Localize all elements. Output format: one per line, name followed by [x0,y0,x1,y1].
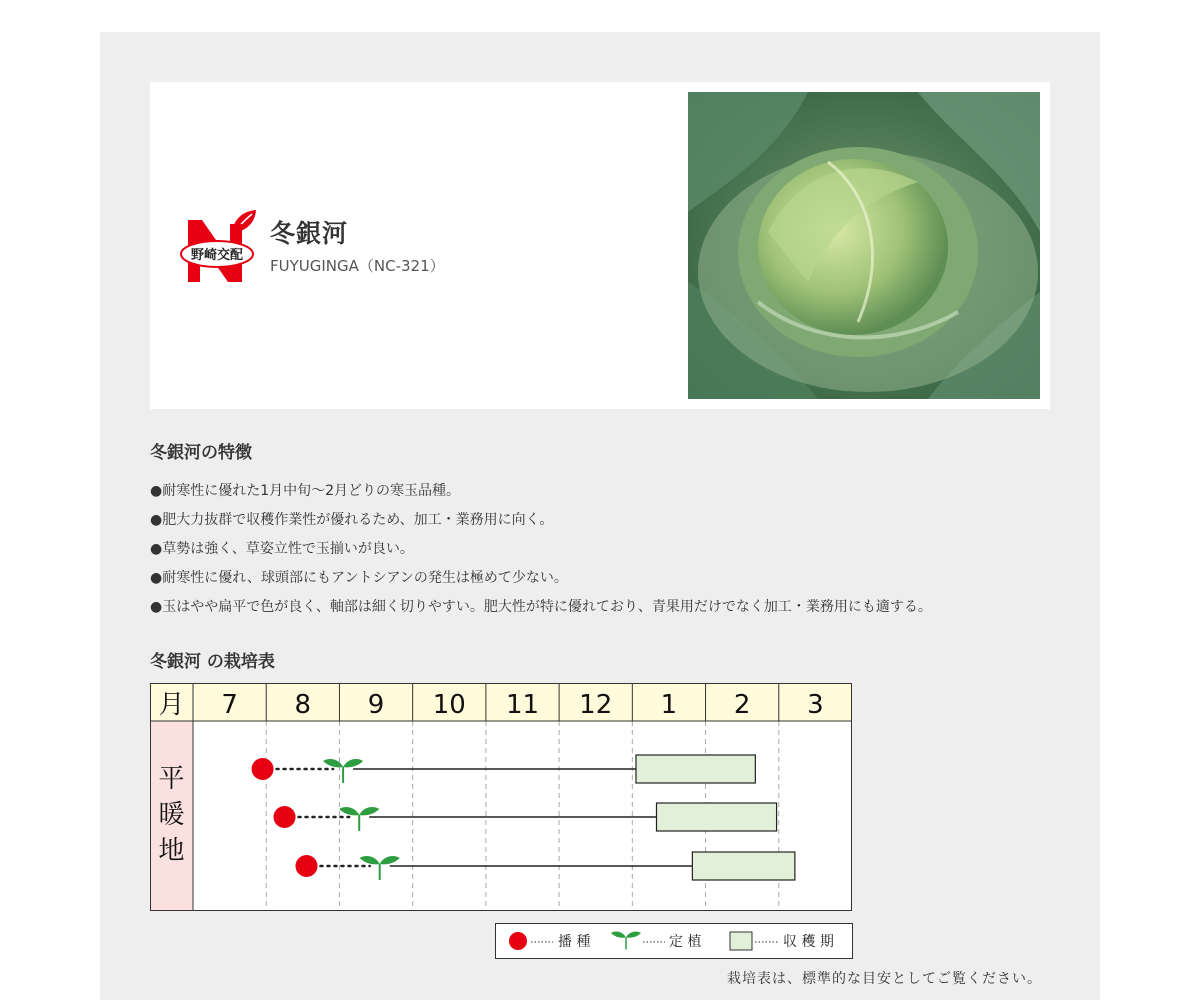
sowing-marker [252,758,274,780]
month-tick-label: 8 [294,690,312,720]
product-subtitle: FUYUGINGA（NC-321） [270,257,445,275]
cultivation-chart [150,683,852,911]
product-title: 冬銀河 [270,219,349,248]
harvest-bar [656,803,776,831]
region-label: 地 [158,836,185,866]
region-label: 暖 [158,800,185,830]
schedule-note: 栽培表は、標準的な目安としてご覧ください。 [727,971,1042,987]
region-label: 平 [158,764,185,794]
legend-planting-label: 定 植 [669,934,702,950]
month-tick-label: 7 [221,690,238,720]
month-tick-label: 10 [432,690,466,720]
feature-item: ●耐寒性に優れ、球頭部にもアントシアンの発生は極めて少ない。 [150,570,568,586]
nozaki-brand-logo [180,208,260,284]
sowing-marker [274,806,296,828]
sowing-marker [295,855,317,877]
feature-item: ●玉はやや扁平で色が良く、軸部は細く切りやすい。肥大性が特に優れており、青果用だけでなく加工・業務用にも適する。 [150,599,932,615]
feature-item: ●草勢は強く、草姿立性で玉揃いが良い。 [150,541,414,557]
legend-sowing-label: 播 種 [558,934,591,950]
month-tick-label: 1 [660,690,678,720]
cabbage-photo [688,92,1040,399]
month-tick-label: 9 [367,690,385,720]
month-tick-label: 11 [505,690,540,720]
month-tick-label: 12 [579,690,613,720]
features-heading: 冬銀河の特徴 [150,443,252,463]
feature-item: ●耐寒性に優れた1月中旬〜2月どりの寒玉品種。 [150,483,461,499]
legend-sowing-icon [509,932,527,950]
legend-harvest-icon [730,932,752,950]
month-tick-label: 2 [733,690,751,720]
schedule-heading: 冬銀河 の栽培表 [150,652,275,672]
chart-legend [495,923,853,959]
month-tick-label: 3 [807,690,824,720]
harvest-bar [692,852,795,880]
brand-label: 野崎交配 [190,248,244,263]
legend-harvest-label: 収 穫 期 [783,934,834,950]
month-corner-label: 月 [158,690,185,720]
harvest-bar [636,755,755,783]
feature-item: ●肥大力抜群で収穫作業性が優れるため、加工・業務用に向く。 [150,512,554,528]
